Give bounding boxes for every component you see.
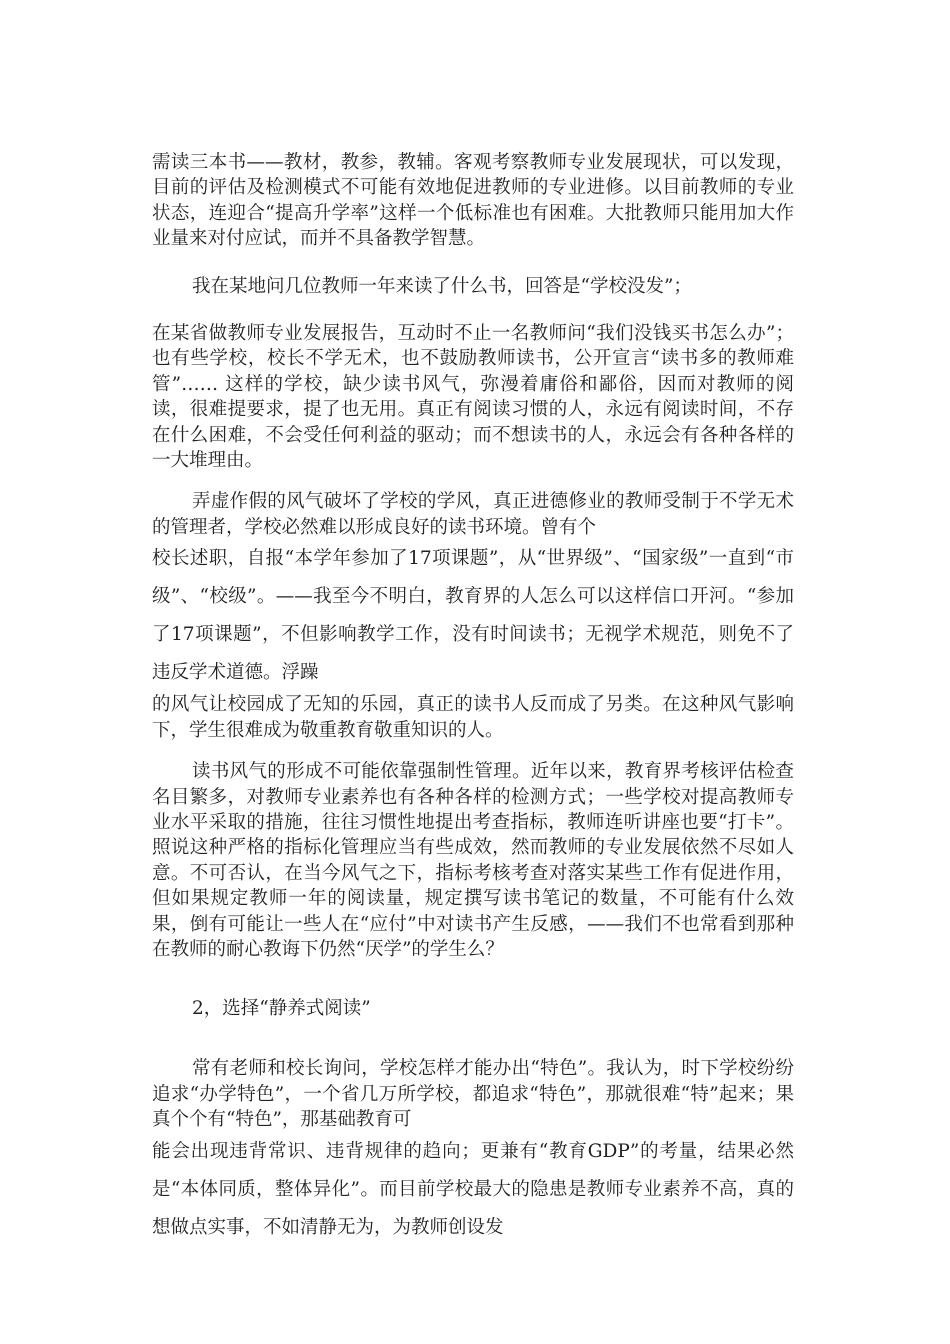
paragraph-fraud-atmosphere: 弄虚作假的风气破坏了学校的学风，真正进德修业的教师受制于不学无术的管理者，学校必然难以形成良好的读书环境。曾有个 [152, 491, 794, 538]
paragraph-school-characteristics: 常有老师和校长询问，学校怎样才能办出“特色”。我认为，时下学校纷纷追求“办学特色”，一个省几万所学校，都追求“特色”，那就很难“特”起来；果真个个有“特色”，那基础教育可 [152, 1058, 794, 1131]
paragraph-gap [152, 252, 794, 274]
paragraph-seventeen-projects: 校长述职，自报“本学年参加了17项课题”，从“世界级”、“国家级”一直到“市级”、“校级”。——我至今不明白，教育界的人怎么可以这样信口开河。“参加了17项课题”，不但影响教学工作，没有时间读书；无视学术规范，则免不了违反学术道德。浮躁 [152, 548, 794, 684]
paragraph-ignorant-paradise: 的风气让校园成了无知的乐园，真正的读书人反而成了另类。在这种风气影响下，学生很难成为敬重教育敬重知识的人。 [152, 694, 794, 741]
paragraph-education-gdp: 能会出现违背常识、违背规律的趋向；更兼有“教育GDP”的考量，结果必然是“本体同质，整体异化”。而目前学校最大的隐患是教师专业素养不高，真的想做点实事，不如清静无为，为教师创设发 [152, 1140, 794, 1238]
paragraph-gap [152, 299, 794, 321]
paragraph-school-didnt-issue: 我在某地问几位教师一年来读了什么书，回答是“学校没发”； [192, 275, 692, 297]
paragraph-three-books: 需读三本书——教材，教参，教辅。客观考察教师专业发展现状，可以发现，目前的评估及检测模式不可能有效地促进教师的专业进修。以目前教师的专业状态，连迎合“提高升学率”这样一个低标准也有困难。大批教师只能用加大作业量来对付应试，而并不具备教学智慧。 [152, 152, 794, 250]
paragraph-compulsory-management: 读书风气的形成不可能依靠强制性管理。近年以来，教育界考核评估检查名目繁多，对教师专业素养也有各种各样的检测方式；一些学校对提高教师专业水平采取的措施，往往习惯性地提出考查指标，教师连听讲座也要“打卡”。照说这种严格的指标化管理应当有些成效，然而教师的专业发展依然不尽如人意。不可否认，在当今风气之下，指标考核考查对落实某些工作有促进作用，但如果规定教师一年的阅读量，规定撰写读书笔记的数量，不可能有什么效果，倒有可能让一些人在“应付”中对读书产生反感，——我们不也常看到那种在教师的耐心教诲下仍然“厌学”的学生么？ [152, 761, 794, 960]
paragraph-no-money-for-books: 在某省做教师专业发展报告，互动时不止一名教师问“我们没钱买书怎么办”；也有些学校，校长不学无术，也不鼓励教师读书，公开宣言“读书多的教师难管”…… 这样的学校，缺少读书风气，弥漫着庸俗和鄙俗，因而对教师的阅读，很难提要求，提了也无用。真正有阅读习惯的人，永远有阅读时间，不存在什么困难，不会受任何利益的驱动；而不想读书的人，永远会有各种各样的一大堆理由。 [152, 323, 794, 472]
paragraph-gap [152, 473, 794, 489]
paragraph-gap [152, 1022, 794, 1056]
document-page [152, 150, 794, 1247]
section-heading: 2，选择“静养式阅读” [192, 998, 371, 1020]
paragraph-gap [152, 743, 794, 759]
paragraph-gap [152, 962, 794, 996]
